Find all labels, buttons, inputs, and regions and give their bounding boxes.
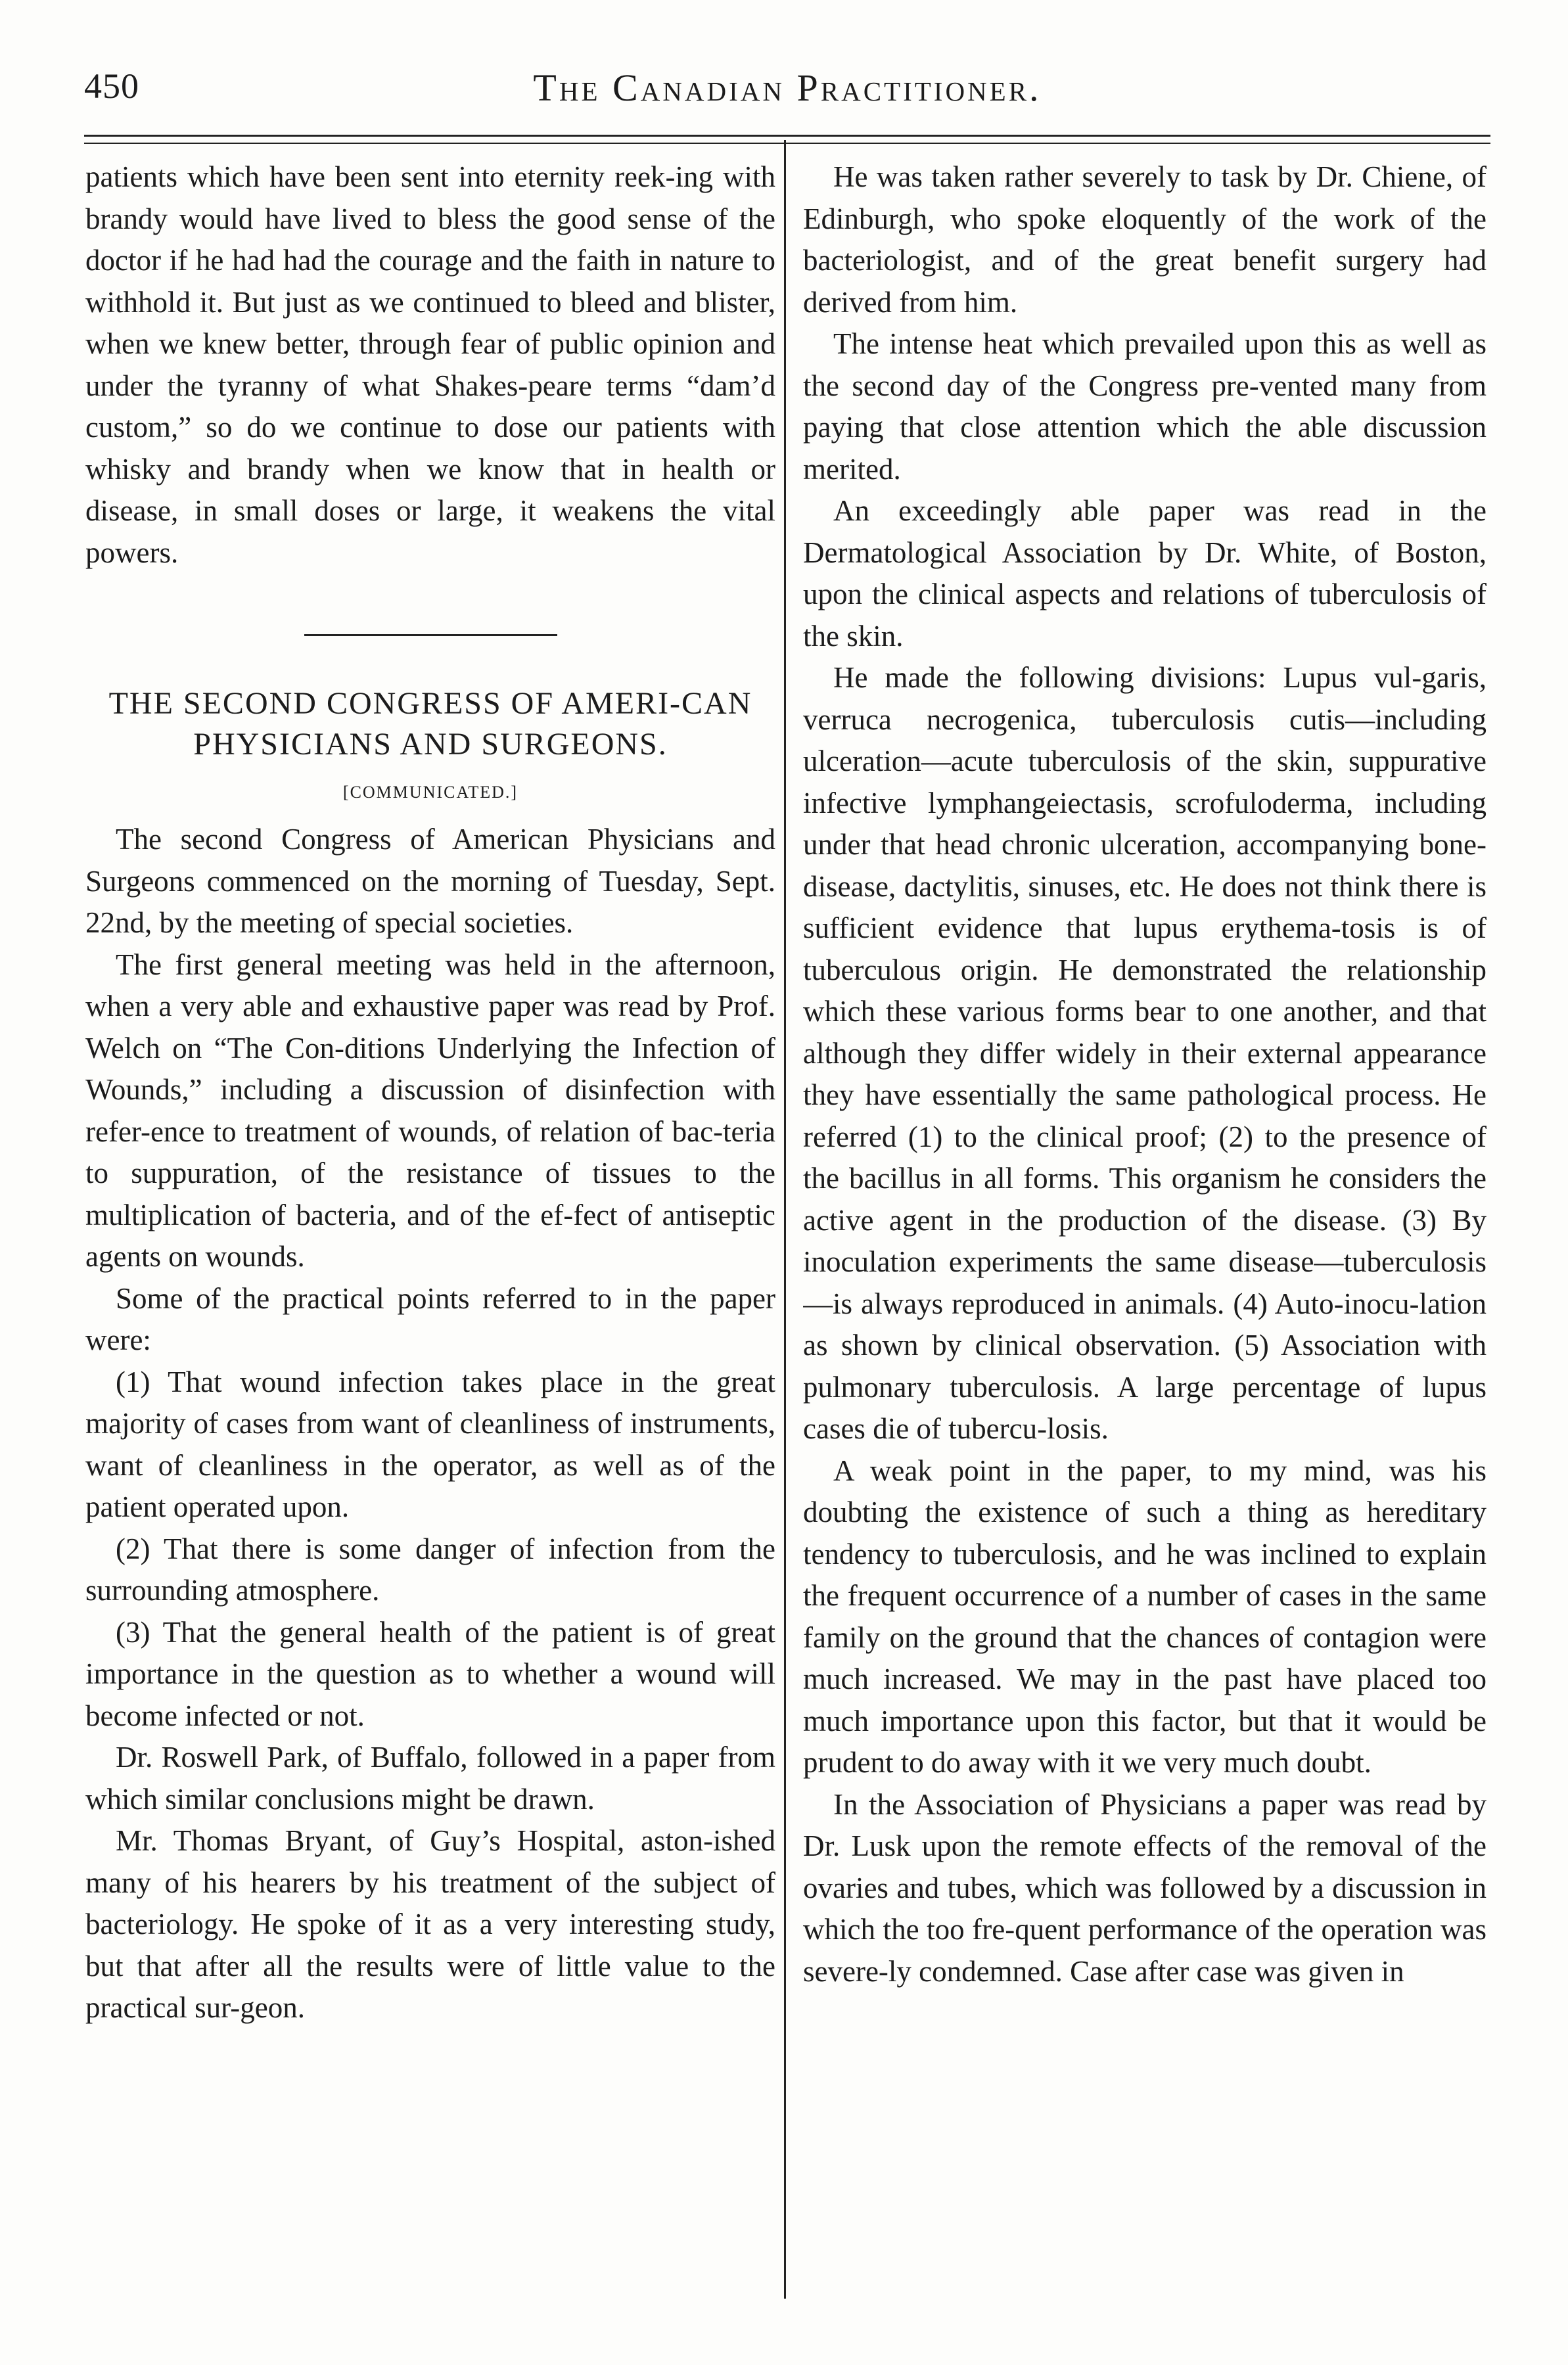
section-separator-rule [304, 634, 557, 636]
paragraph: The second Congress of American Physicians and Surgeons commenced on the morning of Tuesday, Sept. 22nd, by the meeting of special societies. [85, 823, 775, 939]
right-column [803, 156, 1487, 2331]
left-column [85, 156, 775, 2331]
paragraph: In the Association of Physicians a paper was read by Dr. Lusk upon the remote effects of the removal of the ovaries and tubes, which was followed by a discussion in which the too fre-quent performance of the operation was severe-ly condemned. Case after case was given in [803, 1787, 1487, 1988]
paragraph: The intense heat which prevailed upon this as well as the second day of the Congress pre-vented many from paying that close attention which the able discussion merited. [803, 327, 1487, 486]
communicated-note: [COMMUNICATED.] [342, 783, 519, 802]
paragraph: He was taken rather severely to task by Dr. Chiene, of Edinburgh, who spoke eloquently of the work of the bacteriologist, and of the great benefit surgery had derived from him. [803, 160, 1487, 319]
paragraph: Dr. Roswell Park, of Buffalo, followed in a paper from which similar conclusions might be drawn. [85, 1741, 775, 1816]
paragraph: (3) That the general health of the patient is of great importance in the question as to whether a wound will become infected or not. [85, 1615, 775, 1732]
paragraph: A weak point in the paper, to my mind, was his doubting the existence of such a thing as hereditary tendency to tuberculosis, and he was inclined to explain the frequent occurrence of a number of cases in the same family on the ground that the chances of contagion were much increased. We may in the past have placed too much importance upon this factor, but that it would be prudent to do away with it we very much doubt. [803, 1454, 1487, 1779]
continuation-paragraph: patients which have been sent into eternity reek-ing with brandy would have lived to bless the good sense of the doctor if he had had the courage and the faith in nature to withhold it. But just as we continued to bleed and blister, when we knew better, through fear of public opinion and under the tyranny of what Shakes-peare terms “dam’d custom,” so do we continue to dose our patients with whisky and brandy when we know that in health or disease, in small doses or large, it weakens the vital powers. [85, 160, 775, 569]
paragraph: An exceedingly able paper was read in the Dermatological Association by Dr. White, of Boston, upon the clinical aspects and relations of tuberculosis of the skin. [803, 494, 1487, 653]
page-number: 450 [84, 66, 139, 106]
running-title: The Canadian Practitioner. [533, 66, 1042, 109]
page-header [84, 66, 1490, 131]
paragraph: (1) That wound infection takes place in the great majority of cases from want of cleanliness of instruments, want of cleanliness in the operator, as well as of the patient operated upon. [85, 1365, 775, 1523]
paragraph: Mr. Thomas Bryant, of Guy’s Hospital, aston-ished many of his hearers by his treatment of the subject of bacteriology. He spoke of it as a very interesting study, but that after all the results were of little value to the practical sur-geon. [85, 1824, 775, 2024]
column-divider [784, 140, 786, 2299]
paragraph: Some of the practical points referred to in the paper were: [85, 1281, 775, 1356]
paragraph: He made the following divisions: Lupus vul-garis, verruca necrogenica, tuberculosis cutis—including ulceration—acute tuberculosis of the skin, suppurative infective lymphangeiectasis, scrofuloderma, including under that head chronic ulceration, accompanying bone-disease, dactylitis, sinuses, etc. He does not think there is sufficient evidence that lupus erythema-tosis is of tuberculous origin. He demonstrated the relationship which these various forms bear to one another, and that although they differ widely in their external appearance they have essentially the same pathological process. He referred (1) to the clinical proof; (2) to the presence of the bacillus in all forms. This organism he considers the active agent in the production of the disease. (3) By inoculation experiments the same disease—tuberculosis—is always reproduced in animals. (4) Auto-inocu-lation as shown by clinical observation. (5) Association with pulmonary tuberculosis. A large percentage of lupus cases die of tubercu-losis. [803, 661, 1487, 1445]
header-double-rule [84, 135, 1490, 144]
article-title: THE SECOND CONGRESS OF AMERI-CAN PHYSICIANS AND SURGEONS. [108, 686, 752, 762]
paragraph: (2) That there is some danger of infection from the surrounding atmosphere. [85, 1532, 775, 1607]
paragraph: The first general meeting was held in the afternoon, when a very able and exhaustive paper was read by Prof. Welch on “The Con-ditions Underlying the Infection of Wounds,” including a discussion of disinfection with refer-ence to treatment of wounds, of relation of bac-teria to suppuration, of the resistance of tissues to the multiplication of bacteria, and of the ef-fect of antiseptic agents on wounds. [85, 948, 775, 1273]
